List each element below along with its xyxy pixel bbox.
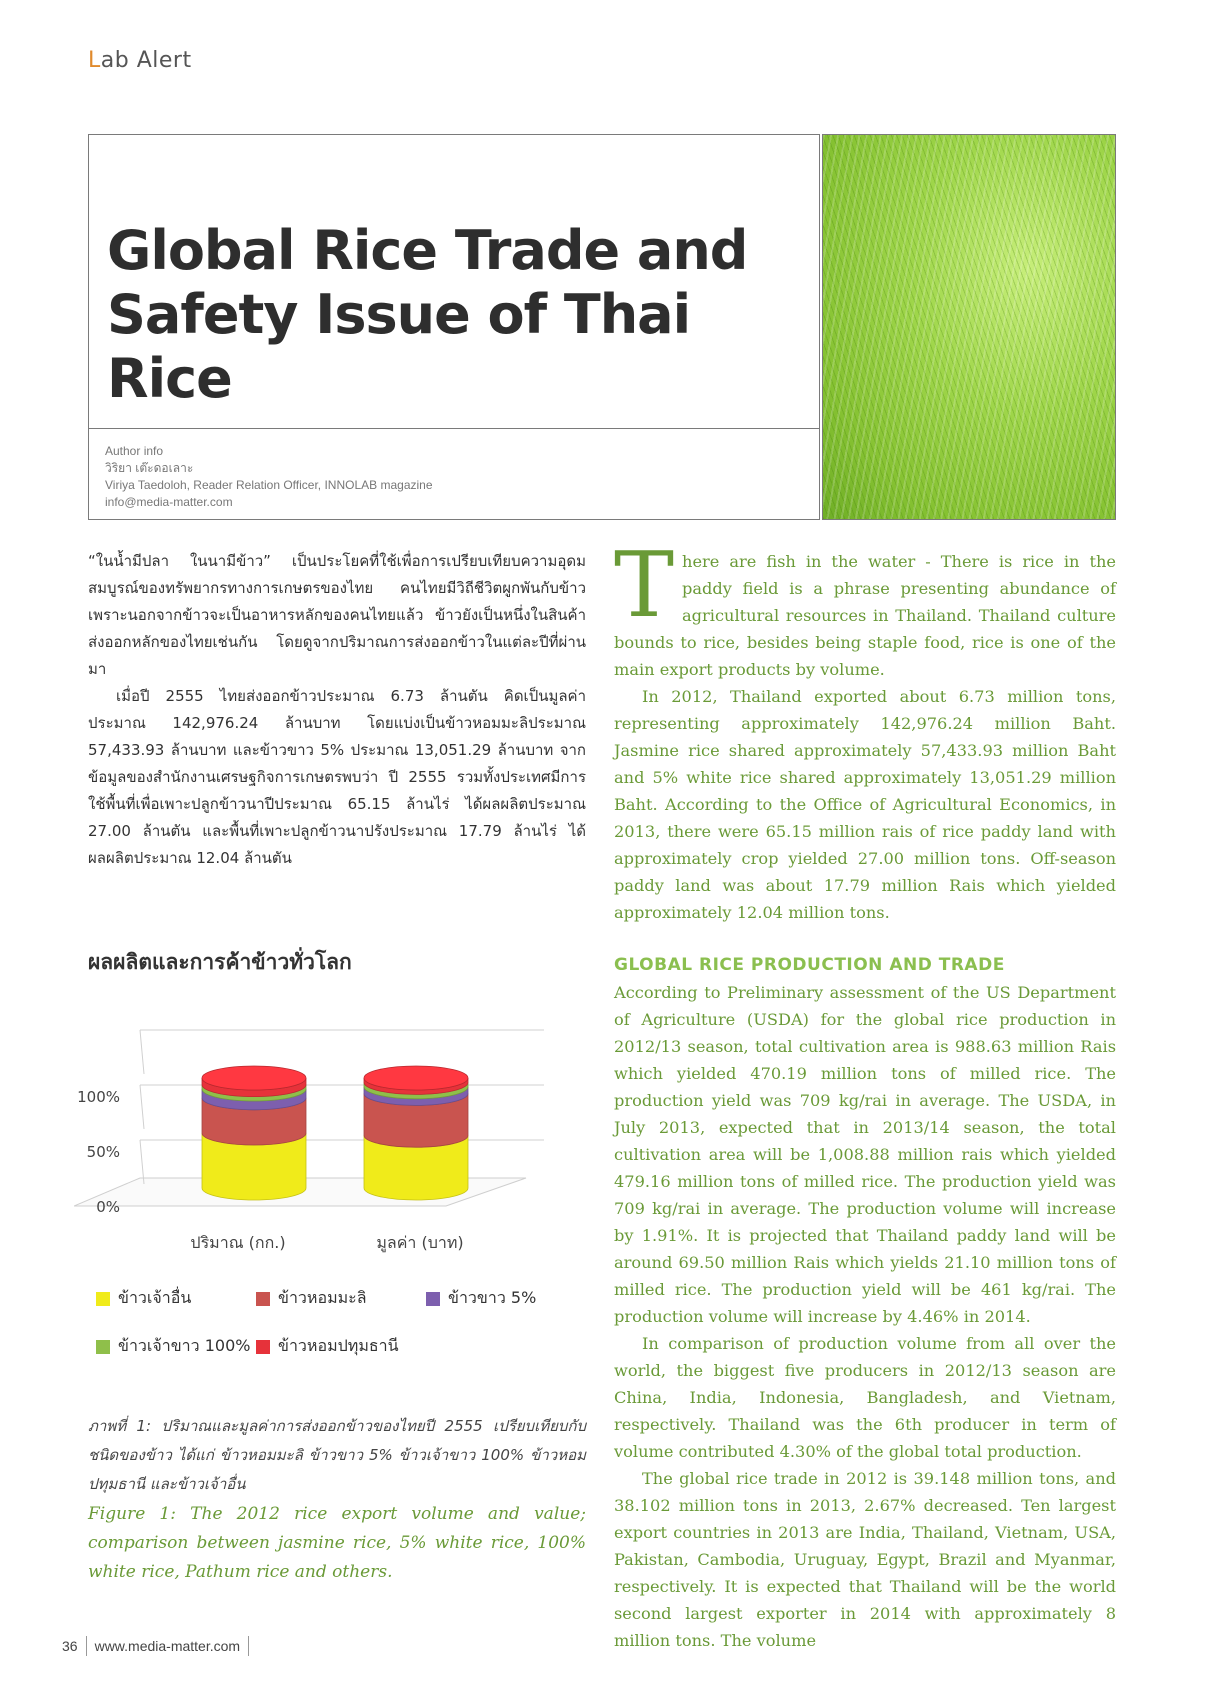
legend-swatch <box>426 1292 440 1306</box>
legend-item <box>96 1286 191 1311</box>
gridline-side <box>140 1030 144 1074</box>
figure-caption-english: Figure 1: The 2012 rice export volume and value; comparison between jasmine rice, 5% white rice, 100% white rice, Pathum rice and others. <box>88 1504 586 1582</box>
title-divider <box>89 428 819 429</box>
legend-label: ข้าวหอมมะลิ <box>278 1288 367 1307</box>
rice-field-photo <box>822 134 1116 520</box>
page-number: 36 <box>62 1638 78 1654</box>
chart-title: ผลผลิตและการค้าข้าวทั่วโลก <box>88 950 352 974</box>
y-tick-label: 100% <box>77 1088 120 1106</box>
legend-label: ข้าวขาว 5% <box>448 1288 537 1307</box>
section-label-initial: L <box>88 48 101 73</box>
thai-body <box>88 548 586 872</box>
x-category-label: ปริมาณ (กก.) <box>190 1233 286 1252</box>
english-paragraph-3: According to Preliminary assessment of the US Department of Agriculture (USDA) for the global rice production in 2012/13 season, total cultivation area is 988.63 million Rais which yielded 470.19 million tons of milled rice. The production yield was 709 kg/rai in average. The USDA, in July 2013, expected that in 2013/14 season, the total cultivation area will be 1,008.88 million rais which yielded 479.16 million tons of milled rice. The production yield was 709 kg/rai in average. The production volume will increase by 1.91%. It is projected that Thailand paddy land will be around 69.50 million Rais which yields 21.10 million tons of milled rice. The production yield will be 461 kg/rai. The production volume will increase by 4.46% in 2014. <box>614 983 1116 1326</box>
author-email: info@media-matter.com <box>105 495 233 509</box>
author-name-role: Viriya Taedoloh, Reader Relation Officer, INNOLAB magazine <box>105 478 433 492</box>
author-name-thai: วิริยา เต๊ะดอเลาะ <box>105 461 194 475</box>
legend-swatch <box>256 1292 270 1306</box>
page-footer <box>62 1636 257 1656</box>
y-tick-label: 50% <box>86 1143 120 1161</box>
legend-swatch <box>96 1292 110 1306</box>
legend-label: ข้าวเจ้าขาว 100% <box>118 1336 251 1355</box>
bar-top-cap <box>202 1066 306 1090</box>
figure-caption-thai: ภาพที่ 1: ปริมาณและมูลค่าการส่งออกข้าวของไทยปี 2555 เปรียบเทียบกับชนิดของข้าว ได้แก่ ข้าวหอมมะลิ ข้าวขาว 5% ข้าวเจ้าขาว 100% ข้าวหอมปทุมธานี และข้าวเจ้าอื่น <box>88 1417 586 1493</box>
article-title-line2: Safety Issue of Thai Rice <box>107 283 691 410</box>
rice-export-chart <box>74 998 594 1268</box>
english-paragraph-2: In 2012, Thailand exported about 6.73 million tons, representing approximately 142,976.24 million Baht. Jasmine rice shared approximately 57,433.93 million Baht and 5% white rice shared approximately 13,051.29 million Baht. According to the Office of Agricultural Economics, in 2013, there were 65.15 million rais of rice paddy land with approximately crop yielded 27.00 million tons. Off-season paddy land was about 17.79 million Rais which yielded approximately 12.04 million tons. <box>614 687 1116 922</box>
drop-cap: T <box>614 533 675 638</box>
legend-item <box>426 1286 536 1311</box>
gridline-side <box>140 1085 144 1129</box>
author-label: Author info <box>105 444 164 458</box>
legend-label: ข้าวเจ้าอื่น <box>118 1288 192 1307</box>
english-paragraph-1-text: here are fish in the water - There is rice in the paddy field is a phrase presenting abundance of agricultural resources in Thailand. Thailand culture bounds to rice, besides being staple food, rice is one of the main export products by volume. <box>614 552 1116 679</box>
gridline-side <box>140 1140 144 1184</box>
legend-swatch <box>96 1340 110 1354</box>
title-box <box>88 134 820 520</box>
article-title-line1: Global Rice Trade and <box>107 219 748 282</box>
thai-paragraph-2: เมื่อปี 2555 ไทยส่งออกข้าวประมาณ 6.73 ล้านตัน คิดเป็นมูลค่าประมาณ 142,976.24 ล้านบาท โดยแบ่งเป็นข้าวหอมมะลิประมาณ 57,433.93 ล้านบาท และข้าวขาว 5% ประมาณ 13,051.29 ล้านบาท จากข้อมูลของสำนักงานเศรษฐกิจการเกษตรพบว่า ปี 2555 รวมทั้งประเทศมีการใช้พื้นที่เพื่อเพาะปลูกข้าวนาปีประมาณ 65.15 ล้านไร่ ได้ผลผลิตประมาณ 27.00 ล้านตัน และพื้นที่เพาะปลูกข้าวนาปรังประมาณ 17.79 ล้านไร่ ได้ผลผลิตประมาณ 12.04 ล้านตัน <box>88 687 586 867</box>
bar-top-cap <box>364 1066 468 1090</box>
english-paragraph-1 <box>614 533 1116 683</box>
y-tick-label: 0% <box>96 1198 120 1216</box>
legend-item <box>256 1286 367 1311</box>
legend-swatch <box>256 1340 270 1354</box>
chart-legend <box>96 1286 596 1386</box>
footer-separator <box>86 1636 87 1656</box>
section-label-rest: ab Alert <box>100 48 192 73</box>
author-info <box>105 443 433 511</box>
article-title <box>107 219 807 411</box>
english-paragraph-4: In comparison of production volume from all over the world, the biggest five producers in 2012/13 season are China, India, Indonesia, Bangladesh, and Vietnam, respectively. Thailand was the 6th producer in term of volume contributed 4.30% of the global total production. <box>614 1334 1116 1461</box>
english-paragraph-5: The global rice trade in 2012 is 39.148 million tons, and 38.102 million tons in 2013, 2.67% decreased. Ten largest export countries in 2013 are India, Thailand, Vietnam, USA, Pakistan, Cambodia, Uruguay, Egypt, Brazil and Myanmar, respectively. It is expected that Thailand will be the world second largest exporter in 2014 with approximately 8 million tons. The volume <box>614 1469 1116 1650</box>
thai-paragraph-1: “ในน้ำมีปลา ในนามีข้าว” เป็นประโยคที่ใช้เพื่อการเปรียบเทียบความอุดมสมบูรณ์ของทรัพยากรทางการเกษตรของไทย คนไทยมีวิถีชีวิตผูกพันกับข้าว เพราะนอกจากข้าวจะเป็นอาหารหลักของคนไทยแล้ว ข้าวยังเป็นหนึ่งในสินค้าส่งออกหลักของไทยเช่นกัน โดยดูจากปริมาณการส่งออกข้าวในแต่ละปีที่ผ่านมา <box>88 552 586 678</box>
legend-label: ข้าวหอมปทุมธานี <box>278 1336 399 1355</box>
x-category-label: มูลค่า (บาท) <box>376 1233 464 1252</box>
legend-item <box>256 1334 399 1359</box>
footer-separator-end <box>248 1636 249 1656</box>
section-heading: GLOBAL RICE PRODUCTION AND TRADE <box>614 955 1005 975</box>
english-column <box>614 533 1116 1654</box>
section-label <box>88 48 192 73</box>
legend-item <box>96 1334 250 1359</box>
footer-url: www.media-matter.com <box>94 1638 241 1654</box>
